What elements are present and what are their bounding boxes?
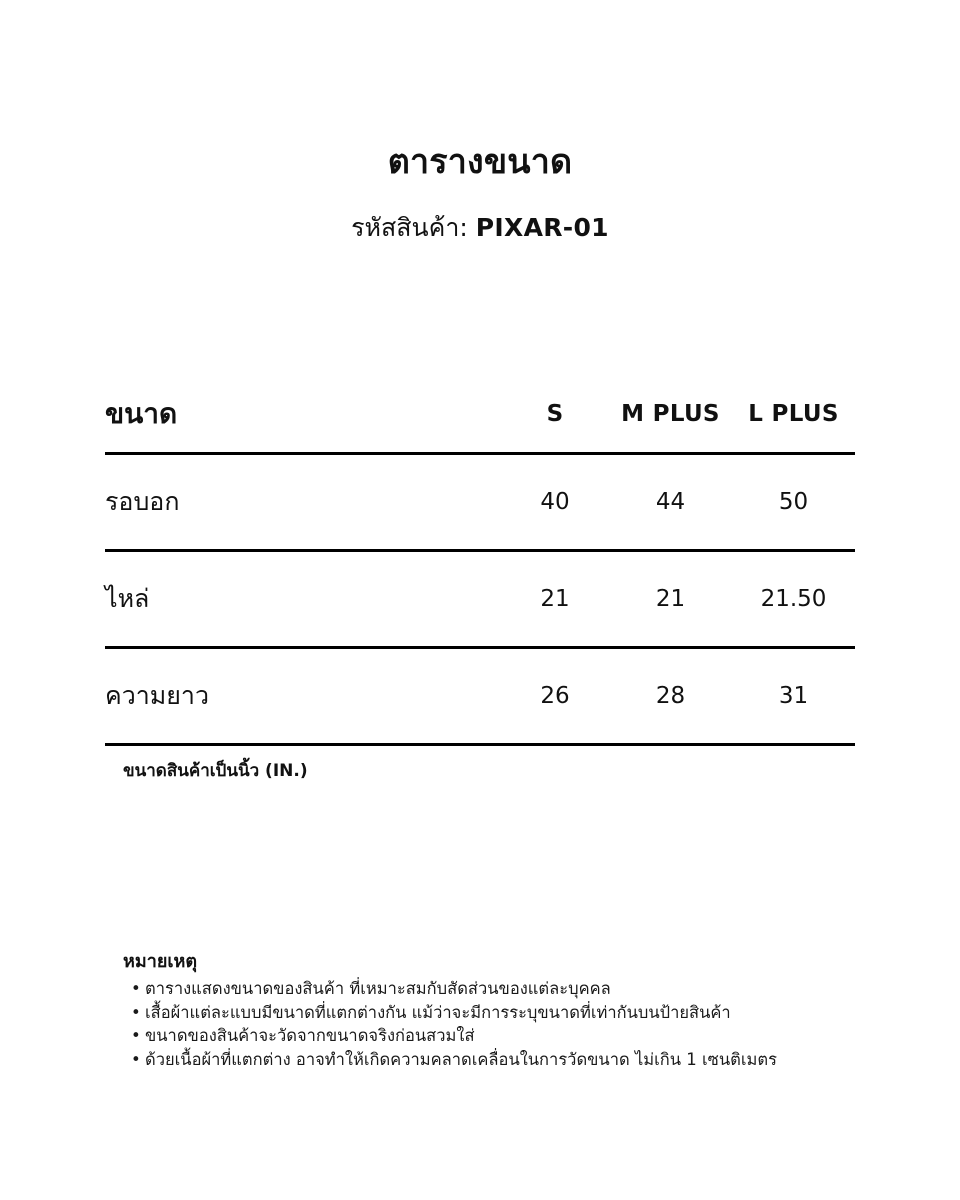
bullet-icon: • — [131, 1002, 141, 1022]
remarks-title: หมายเหตุ — [123, 951, 198, 972]
remarks-list — [123, 977, 883, 1071]
cell-chest-l-plus: 50 — [732, 454, 855, 551]
size-table — [105, 375, 855, 746]
remark-text: ขนาดของสินค้าจะวัดจากขนาดจริงก่อนสวมใส่ — [145, 1026, 475, 1046]
list-item — [131, 1048, 883, 1071]
row-label-length: ความยาว — [105, 648, 501, 745]
bullet-icon: • — [131, 1026, 141, 1046]
remarks-section — [123, 950, 883, 1071]
page-title: ตารางขนาด — [387, 142, 573, 182]
cell-shoulder-s: 21 — [501, 551, 609, 648]
product-code-label: รหัสสินค้า: — [351, 213, 468, 242]
size-table-head — [105, 375, 855, 454]
table-row — [105, 454, 855, 551]
cell-shoulder-m-plus: 21 — [609, 551, 732, 648]
cell-chest-m-plus: 44 — [609, 454, 732, 551]
table-row — [105, 648, 855, 745]
column-header-measurement: ขนาด — [105, 375, 501, 454]
bullet-icon: • — [131, 979, 141, 999]
list-item — [131, 1024, 883, 1047]
table-row — [105, 551, 855, 648]
remark-text: เสื้อผ้าแต่ละแบบมีขนาดที่แตกต่างกัน แม้ว่าจะมีการระบุขนาดที่เท่ากันบนป้ายสินค้า — [145, 1002, 731, 1022]
cell-length-m-plus: 28 — [609, 648, 732, 745]
unit-note: ขนาดสินค้าเป็นนิ้ว (IN.) — [123, 761, 308, 781]
column-header-l-plus: L PLUS — [732, 375, 855, 454]
remark-text: ตารางแสดงขนาดของสินค้า ที่เหมาะสมกับสัดส่วนของแต่ละบุคคล — [145, 979, 611, 999]
table-header-row — [105, 375, 855, 454]
size-table-body — [105, 454, 855, 745]
product-code-line — [0, 212, 960, 243]
cell-chest-s: 40 — [501, 454, 609, 551]
bullet-icon: • — [131, 1049, 141, 1069]
list-item — [131, 1001, 883, 1024]
row-label-chest: รอบอก — [105, 454, 501, 551]
row-label-shoulder: ไหล่ — [105, 551, 501, 648]
cell-shoulder-l-plus: 21.50 — [732, 551, 855, 648]
remark-text: ด้วยเนื้อผ้าที่แตกต่าง อาจทำให้เกิดความคลาดเคลื่อนในการวัดขนาด ไม่เกิน 1 เซนติเมตร — [145, 1049, 777, 1069]
list-item — [131, 977, 883, 1000]
column-header-m-plus: M PLUS — [609, 375, 732, 454]
product-code-value: PIXAR-01 — [475, 213, 609, 242]
cell-length-s: 26 — [501, 648, 609, 745]
cell-length-l-plus: 31 — [732, 648, 855, 745]
column-header-s: S — [501, 375, 609, 454]
